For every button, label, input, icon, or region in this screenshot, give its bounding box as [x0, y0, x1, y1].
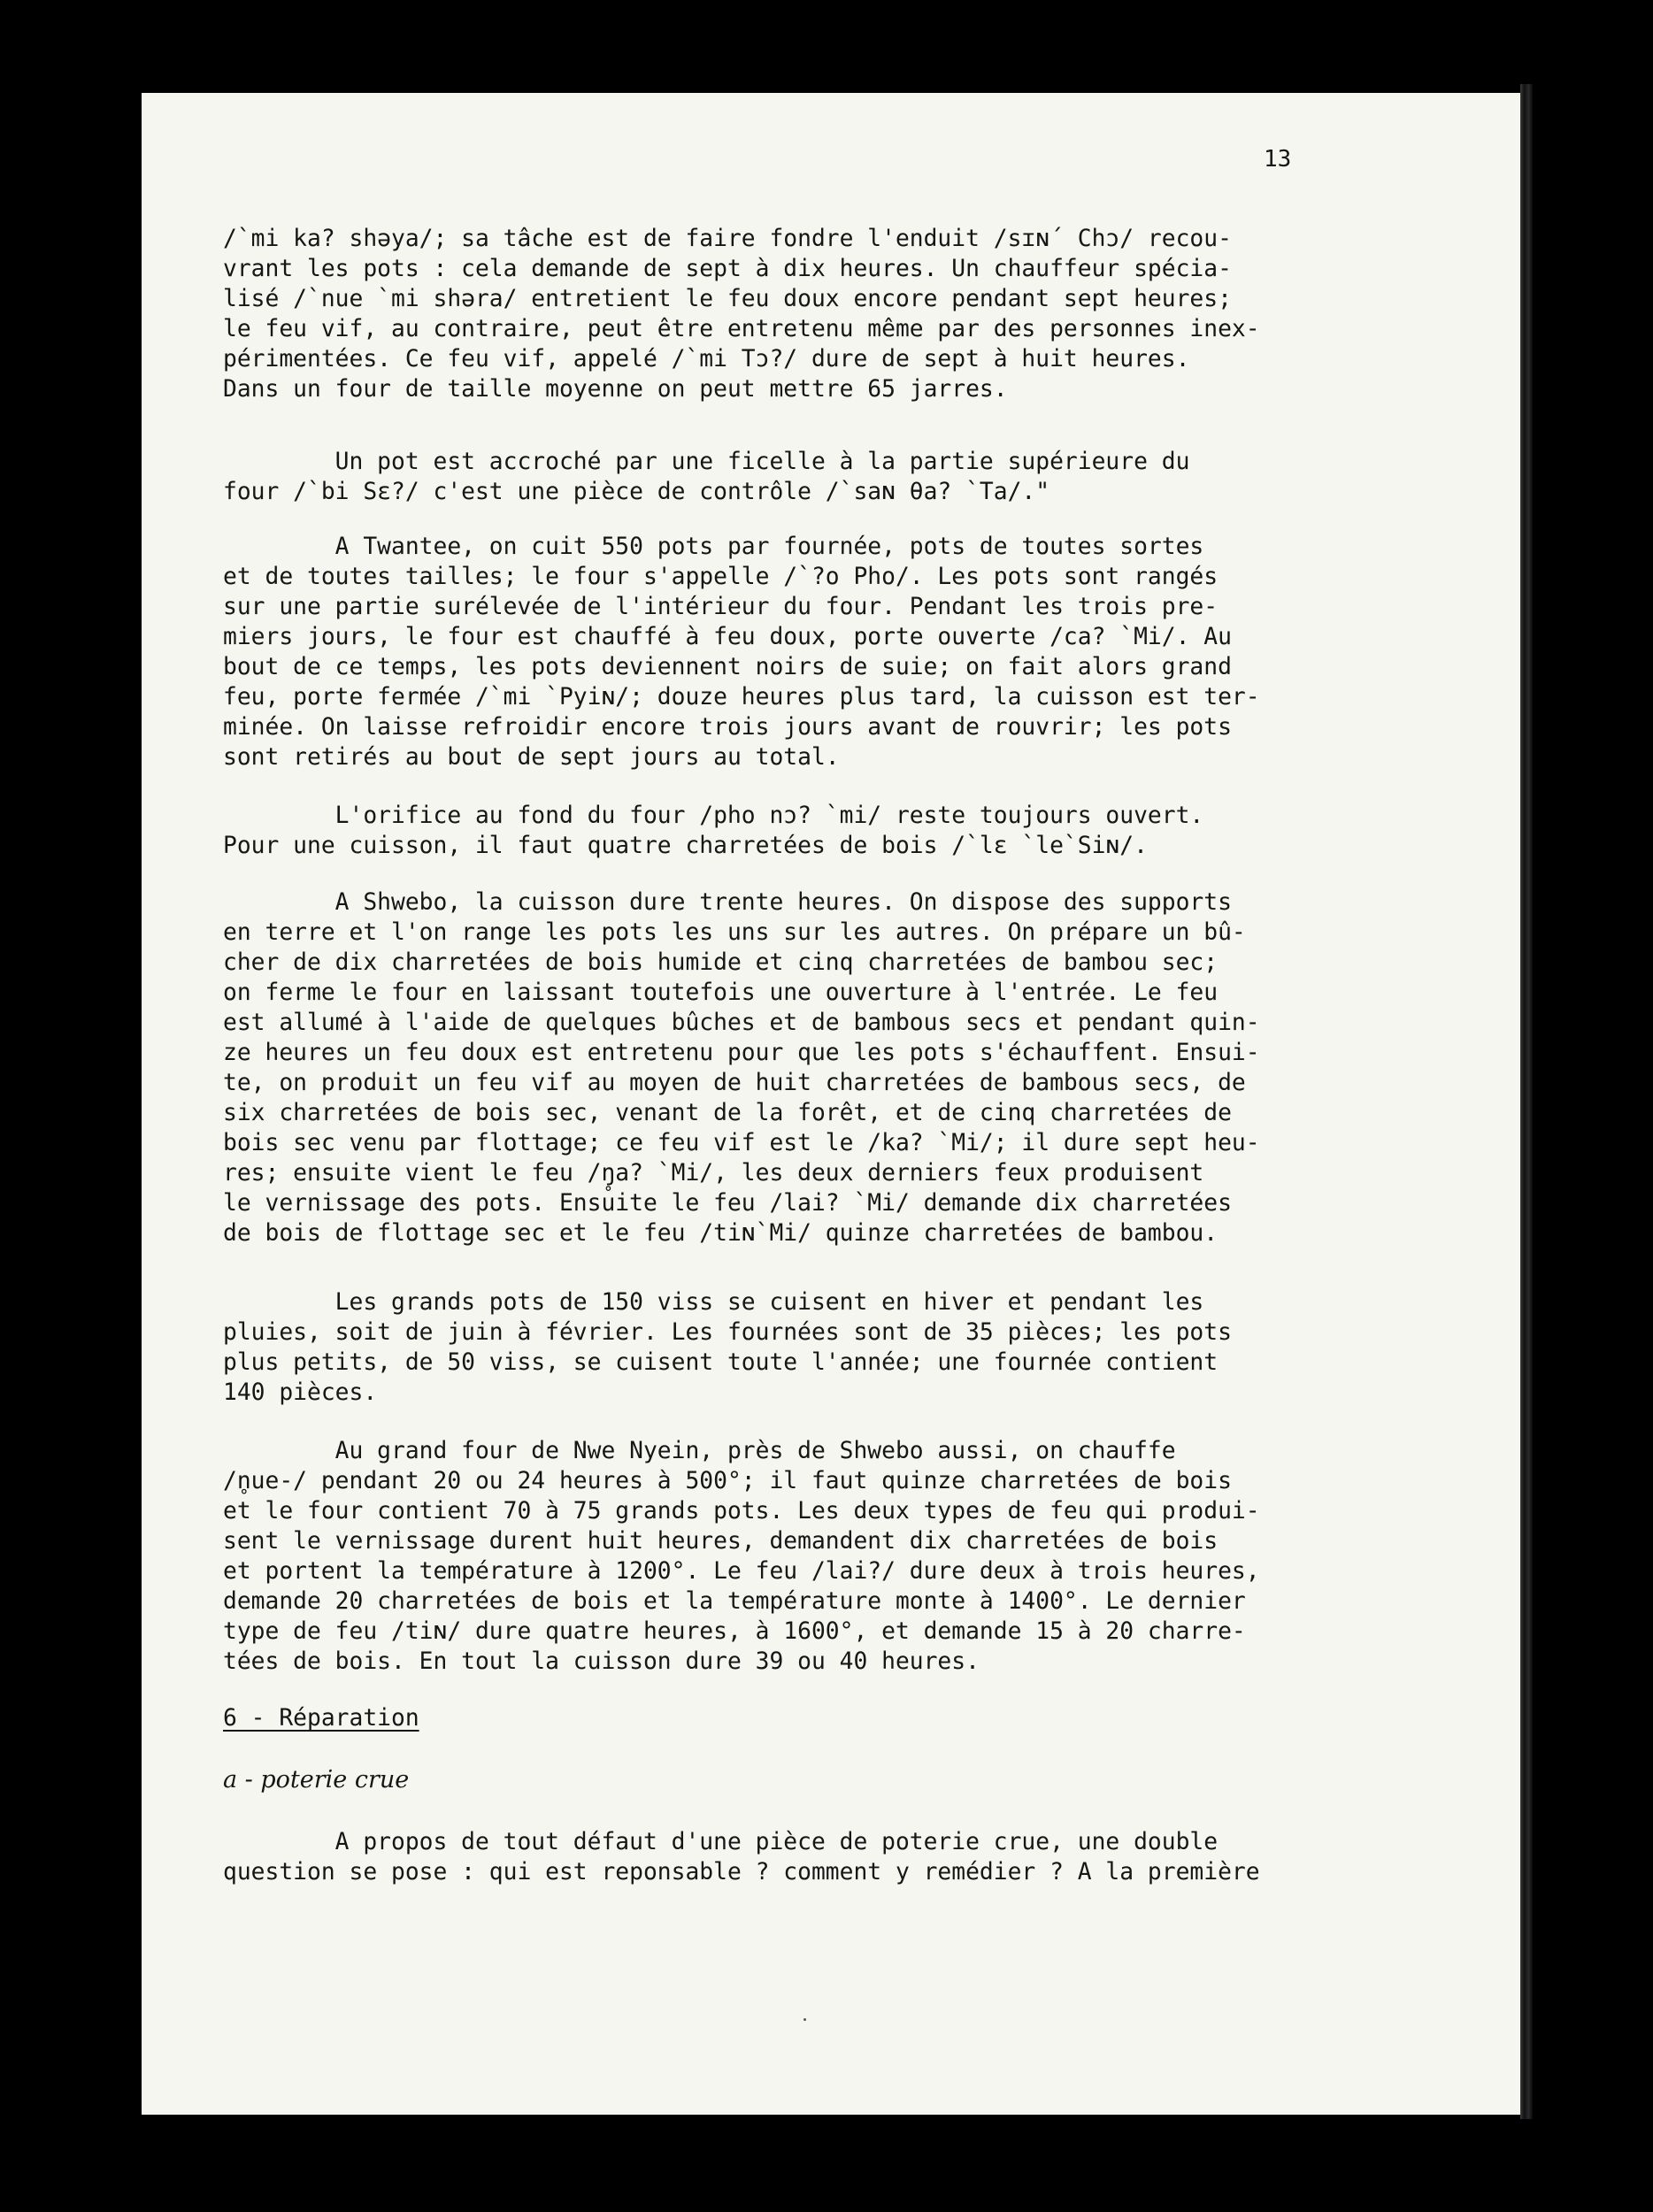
text-line: miers jours, le four est chauffé à feu doux, porte ouverte /ca? `Mi/. Au: [223, 624, 1232, 650]
text-line: 140 pièces.: [223, 1379, 378, 1406]
text-line: /`mi ka? shəya/; sa tâche est de faire fondre l'enduit /sɪɴ´ Chɔ/ recou-: [223, 226, 1232, 252]
text-line: pluies, soit de juin à février. Les fournées sont de 35 pièces; les pots: [223, 1319, 1232, 1346]
page-stack-edge: [1520, 84, 1533, 2119]
paragraph-firing-crew: [223, 224, 1338, 404]
text-line: sent le vernissage durent huit heures, demandent dix charretées de bois: [223, 1528, 1219, 1555]
text-line: ze heures un feu doux est entretenu pour que les pots s'échauffent. Ensui-: [223, 1040, 1260, 1066]
text-line: minée. On laisse refroidir encore trois jours avant de rouvrir; les pots: [223, 714, 1232, 741]
text-line: Un pot est accroché par une ficelle à la partie supérieure du: [223, 449, 1190, 475]
text-line: et portent la température à 1200°. Le feu /lai?/ dure deux à trois heures,: [223, 1558, 1260, 1585]
text-line: four /`bi Sɛ?/ c'est une pièce de contrôle /`saɴ θa? `Ta/.": [223, 479, 1050, 505]
text-line: six charretées de bois sec, venant de la forêt, et de cinq charretées de: [223, 1100, 1232, 1126]
text-line: Dans un four de taille moyenne on peut mettre 65 jarres.: [223, 376, 1008, 403]
text-line: et de toutes tailles; le four s'appelle /`?o Pho/. Les pots sont rangés: [223, 564, 1219, 590]
text-line: Pour une cuisson, il faut quatre charretées de bois /`lɛ `le`Siɴ/.: [223, 833, 1148, 859]
paragraph-raw-pottery: [223, 1827, 1338, 1887]
text-line: A propos de tout défaut d'une pièce de poterie crue, une double: [223, 1829, 1219, 1855]
paragraph-control-piece: [223, 447, 1338, 507]
paragraph-twantee: [223, 532, 1338, 772]
text-line: tées de bois. En tout la cuisson dure 39 ou 40 heures.: [223, 1648, 980, 1675]
text-line: vrant les pots : cela demande de sept à dix heures. Un chauffeur spécia-: [223, 256, 1232, 282]
paragraph-nwe-nyein: [223, 1436, 1338, 1677]
text-line: te, on produit un feu vif au moyen de huit charretées de bambous secs, de: [223, 1070, 1246, 1096]
text-line: plus petits, de 50 viss, se cuisent toute l'année; une fournée contient: [223, 1349, 1219, 1376]
text-line: en terre et l'on range les pots les uns sur les autres. On prépare un bû-: [223, 919, 1246, 946]
text-line: Les grands pots de 150 viss se cuisent en hiver et pendant les: [223, 1289, 1204, 1316]
text-line: Au grand four de Nwe Nyein, près de Shwebo aussi, on chauffe: [223, 1438, 1176, 1464]
text-line: /n̥ue-/ pendant 20 ou 24 heures à 500°; il faut quinze charretées de bois: [223, 1468, 1232, 1494]
text-line: cher de dix charretées de bois humide et cinq charretées de bambou sec;: [223, 949, 1219, 976]
text-line: périmentées. Ce feu vif, appelé /`mi Tɔ?/ dure de sept à huit heures.: [223, 346, 1190, 373]
subsection-heading: a - poterie crue: [223, 1766, 410, 1793]
text-line: A Shwebo, la cuisson dure trente heures. On dispose des supports: [223, 889, 1232, 916]
text-line: le feu vif, au contraire, peut être entretenu même par des personnes inex-: [223, 316, 1260, 342]
text-line: type de feu /tiɴ/ dure quatre heures, à 1600°, et demande 15 à 20 charre-: [223, 1618, 1246, 1645]
text-line: bout de ce temps, les pots deviennent noirs de suie; on fait alors grand: [223, 654, 1232, 680]
text-line: le vernissage des pots. Ensuite le feu /lai? `Mi/ demande dix charretées: [223, 1190, 1232, 1217]
paragraph-shwebo: [223, 887, 1338, 1248]
text-line: lisé /`nue `mi shəra/ entretient le feu doux encore pendant sept heures;: [223, 286, 1232, 312]
text-line: demande 20 charretées de bois et la température monte à 1400°. Le dernier: [223, 1588, 1246, 1615]
text-line: sont retirés au bout de sept jours au total.: [223, 744, 840, 771]
text-line: de bois de flottage sec et le feu /tiɴ`Mi/ quinze charretées de bambou.: [223, 1220, 1219, 1247]
text-line: L'orifice au fond du four /pho nɔ? `mi/ reste toujours ouvert.: [223, 803, 1204, 829]
document-page: [142, 93, 1522, 2115]
page-number: 13: [1264, 146, 1292, 173]
text-line: feu, porte fermée /`mi `Pyiɴ/; douze heures plus tard, la cuisson est ter-: [223, 684, 1260, 710]
paragraph-orifice: [223, 801, 1338, 861]
section-heading: 6 - Réparation: [223, 1705, 419, 1732]
text-line: res; ensuite vient le feu /ŋ̥a? `Mi/, les deux derniers feux produisent: [223, 1160, 1204, 1187]
text-line: bois sec venu par flottage; ce feu vif est le /ka? `Mi/; il dure sept heu-: [223, 1130, 1260, 1156]
speck-mark: [803, 2018, 806, 2021]
text-line: sur une partie surélevée de l'intérieur du four. Pendant les trois pre-: [223, 594, 1219, 620]
text-line: est allumé à l'aide de quelques bûches et de bambous secs et pendant quin-: [223, 1010, 1260, 1036]
text-line: A Twantee, on cuit 550 pots par fournée, pots de toutes sortes: [223, 534, 1204, 560]
text-line: on ferme le four en laissant toutefois une ouverture à l'entrée. Le feu: [223, 979, 1219, 1006]
text-line: question se pose : qui est reponsable ? comment y remédier ? A la première: [223, 1859, 1260, 1886]
paragraph-large-pots: [223, 1287, 1338, 1408]
text-line: et le four contient 70 à 75 grands pots. Les deux types de feu qui produi-: [223, 1498, 1260, 1525]
